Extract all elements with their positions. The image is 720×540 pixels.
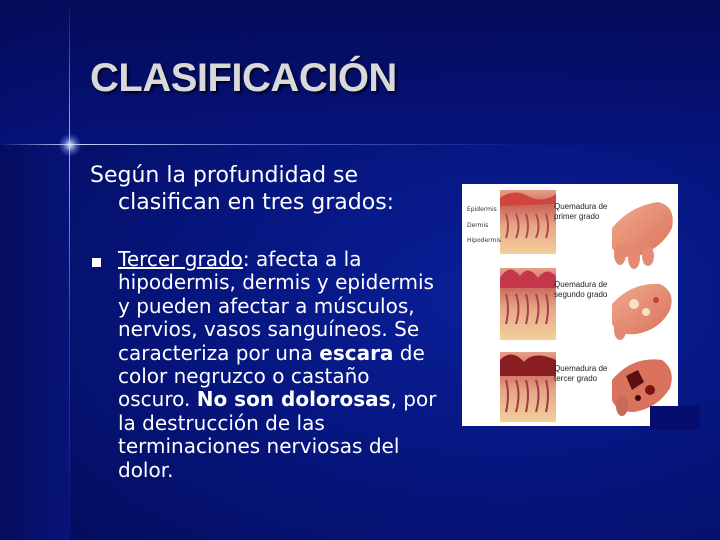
caption-third-degree [554, 364, 634, 384]
figure-corner-box [650, 406, 700, 430]
skin-section-first-degree [500, 190, 556, 254]
caption-third-degree-line-2: tercer grado [554, 374, 598, 383]
intro-line-1: Según la profundidad se [90, 163, 359, 188]
skin-section-second-degree [500, 268, 556, 340]
layer-label-dermis: Dermis [467, 222, 489, 229]
caption-first-degree [554, 202, 634, 222]
bullet-bold-no-dolorosas: No son dolorosas [196, 387, 391, 412]
layer-label-epidermis: Epidermis [467, 206, 497, 213]
caption-first-degree-line-1: Quemadura de [554, 202, 608, 211]
bullet-term: Tercer grado [118, 247, 243, 271]
bullet-square-icon [92, 258, 101, 267]
caption-second-degree-line-1: Quemadura de [554, 280, 608, 289]
line-intersection-glow [59, 134, 81, 156]
intro-line-2: clasifican en tres grados: [118, 190, 395, 215]
vertical-decor-line [69, 0, 70, 540]
bullet-text-part-3: , por la destrucción de las terminaciones nerviosas del dolor. [118, 387, 437, 482]
caption-first-degree-line-2: primer grado [554, 212, 600, 221]
bullet-text [118, 248, 438, 482]
slide-title: CLASIFICACIÓN [90, 56, 397, 100]
layer-label-hipodermis: Hipodermis [467, 237, 502, 244]
horizontal-decor-line [0, 144, 720, 145]
intro-text [90, 162, 450, 216]
caption-second-degree [554, 280, 634, 300]
burn-degrees-figure [462, 184, 678, 426]
caption-second-degree-line-2: segundo grado [554, 290, 608, 299]
skin-section-third-degree [500, 352, 556, 422]
bullet-bold-escara: escara [319, 340, 394, 365]
bullet-text-part-1: : afecta a la hipodermis, dermis y epidermis y pueden afectar a músculos, nervios, vasos sanguíneos. Se caracteriza por una [118, 247, 434, 365]
bullet-text-part-2: de color negruzco o castaño oscuro. [118, 340, 425, 412]
caption-third-degree-line-1: Quemadura de [554, 364, 608, 373]
